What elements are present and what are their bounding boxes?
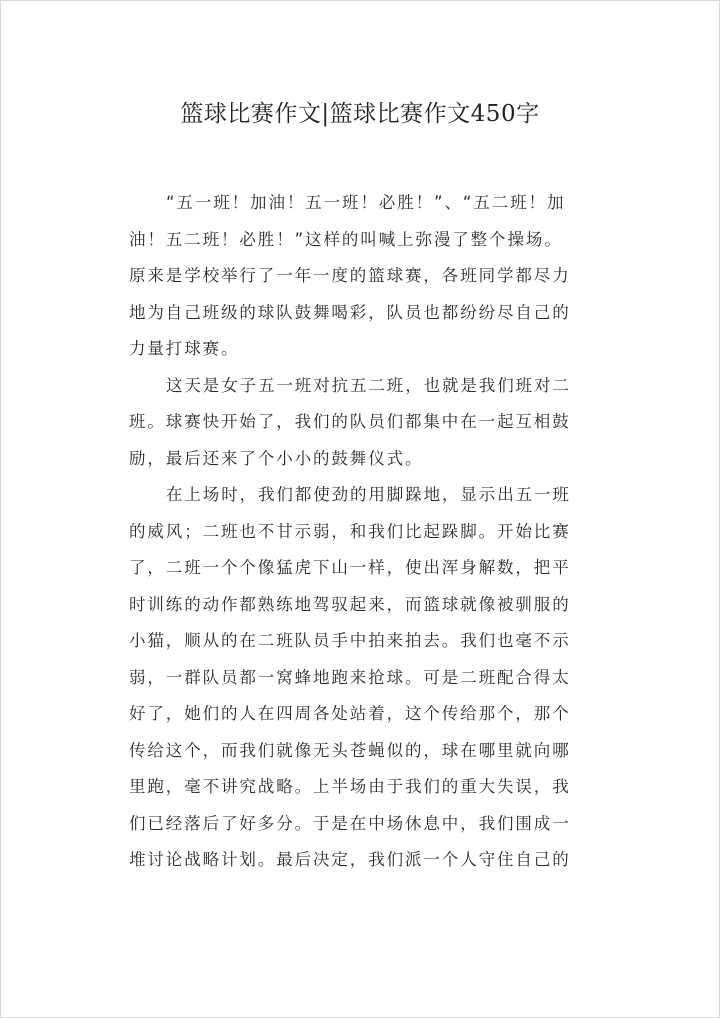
paragraph-1-line-5: 力量打球赛。: [129, 339, 240, 358]
paragraph-3-line-6: 弱，一群队员都一窝蜂地跑来抢球。可是二班配合得太: [129, 667, 571, 687]
paragraph-3-line-3: 了，二班一个个像猛虎下山一样，使出浑身解数，把平: [129, 558, 571, 577]
paragraph-3-line-1: 在上场时，我们都使劲的用脚跺地，显示出五一班: [166, 485, 571, 504]
paragraph-3-line-8: 传给这个，而我们就像无头苍蝇似的，球在哪里就向哪: [129, 740, 571, 760]
paragraph-1-line-4: 地为自己班级的球队鼓舞喝彩，队员也都纷纷尽自己的: [129, 302, 571, 322]
paragraph-3-line-5: 小猫，顺从的在二班队员手中拍来拍去。我们也毫不示: [129, 631, 571, 650]
paragraph-3-line-10: 们已经落后了好多分。于是在中场休息中，我们围成一: [129, 813, 571, 833]
paragraph-3-line-7: 好了，她们的人在四周各处站着，这个传给那个，那个: [129, 704, 571, 723]
paragraph-3-line-2: 的威风；二班也不甘示弱，和我们比起跺脚。开始比赛: [129, 521, 571, 541]
paragraph-1-line-1: “五一班！加油！五一班！必胜！”、“五二班！加: [166, 193, 566, 212]
paragraph-2-line-2: 班。球赛快开始了，我们的队员们都集中在一起互相鼓: [129, 412, 571, 431]
document-title: 篮球比赛作文|篮球比赛作文450字: [180, 101, 540, 127]
paragraph-3-line-4: 时训练的动作都熟练地驾驭起来，而篮球就像被驯服的: [129, 594, 571, 614]
paragraph-2-line-1: 这天是女子五一班对抗五二班，也就是我们班对二: [166, 375, 571, 395]
paragraph-2-line-3: 励，最后还来了个小小的鼓舞仪式。: [129, 448, 424, 468]
paragraph-1-line-3: 原来是学校举行了一年一度的篮球赛，各班同学都尽力: [129, 266, 571, 285]
document-body: [129, 185, 605, 879]
paragraph-3-line-11: 堆讨论战略计划。最后决定，我们派一个人守住自己的: [129, 850, 571, 869]
paragraph-3-line-9: 里跑，毫不讲究战略。上半场由于我们的重大失误，我: [129, 777, 571, 796]
paragraph-1-line-2: 油！五二班！必胜！”这样的叫喊上弥漫了整个操场。: [129, 229, 563, 249]
